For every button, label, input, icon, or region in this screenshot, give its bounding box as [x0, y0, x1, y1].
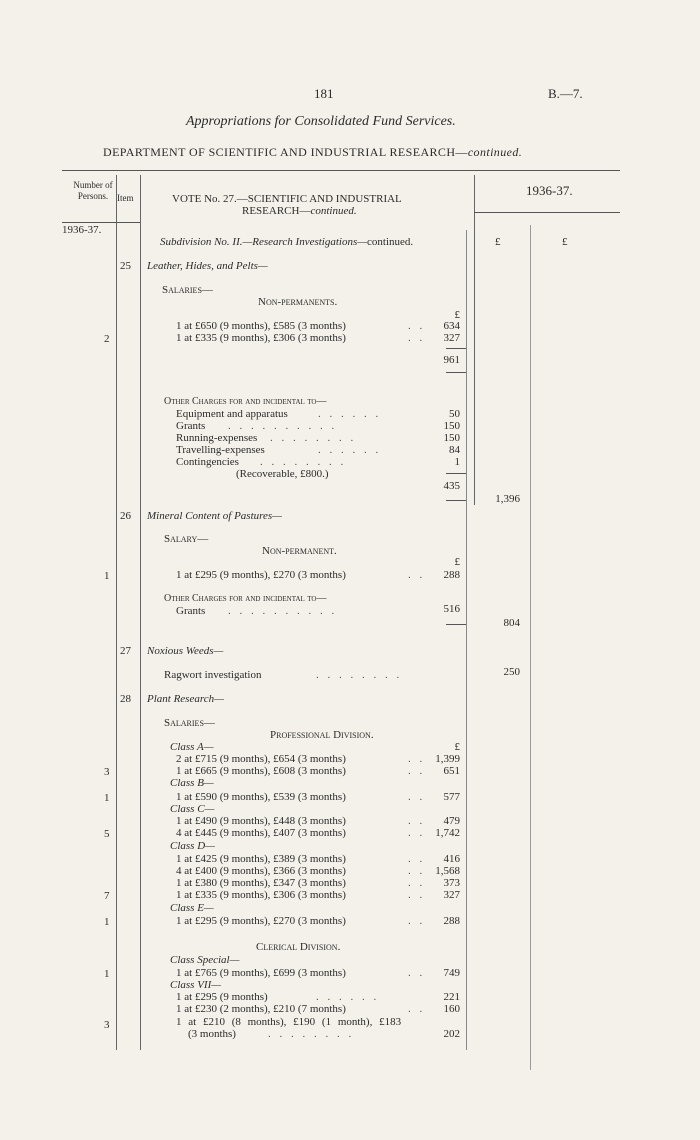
- leader-dots: . .: [408, 320, 426, 332]
- item-total-25: 1,396: [495, 493, 520, 505]
- charge-row: Travelling-expenses: [176, 444, 265, 456]
- other-charges-label: Other Charges for and incidental to—: [164, 396, 327, 407]
- charge-row: Contingencies: [176, 456, 239, 468]
- pound-sign: £: [454, 309, 460, 321]
- charge-row: Running-expenses: [176, 432, 258, 444]
- subdivision-continued: continued.: [367, 236, 414, 248]
- salary-row: 1 at £765 (9 months), £699 (3 months): [176, 967, 346, 979]
- document-code: B.—7.: [548, 86, 583, 101]
- class-c-label: Class C—: [170, 803, 215, 815]
- leader-dots: . .: [408, 827, 426, 839]
- salary-row: 1 at £295 (9 months), £270 (3 months): [176, 569, 346, 581]
- amount: 1,568: [435, 865, 460, 877]
- leader-dots: . . . . . . . .: [260, 456, 347, 468]
- amount: 50: [449, 408, 460, 420]
- vote-title-research: RESEARCH—: [242, 205, 311, 217]
- persons-count: 2: [104, 333, 110, 345]
- item-number-28: 28: [120, 693, 131, 705]
- amount: 288: [443, 915, 460, 927]
- class-special-label: Class Special—: [170, 954, 240, 966]
- leader-dots: . .: [408, 1003, 426, 1015]
- item-title-leather: Leather, Hides, and Pelts—: [147, 260, 268, 272]
- leader-dots: . . . . . . . . . .: [228, 420, 338, 432]
- salary-row: 4 at £445 (9 months), £407 (3 months): [176, 827, 346, 839]
- vote-title: VOTE No. 27.—SCIENTIFIC AND INDUSTRIAL: [172, 193, 402, 205]
- ragwort-row: Ragwort investigation: [164, 669, 262, 681]
- department-continued: continued.: [467, 145, 523, 159]
- persons-count: 1: [104, 792, 110, 804]
- class-vii-label: Class VII—: [170, 979, 222, 991]
- leader-dots: . .: [408, 877, 426, 889]
- class-e-label: Class E—: [170, 902, 214, 914]
- pound-col-2: £: [562, 236, 568, 248]
- amount: 160: [443, 1003, 460, 1015]
- salary-label: Salary—: [164, 533, 209, 545]
- table-top-rule: [62, 170, 620, 171]
- amount: 373: [443, 877, 460, 889]
- salary-row: 1 at £335 (9 months), £306 (3 months): [176, 889, 346, 901]
- amount: 1: [454, 456, 460, 468]
- item-number-26: 26: [120, 510, 131, 522]
- col-rule-persons: [116, 175, 117, 1050]
- charge-row: Grants: [176, 605, 206, 617]
- non-permanents-label: Non-permanents.: [258, 296, 338, 308]
- leader-dots: . .: [408, 815, 426, 827]
- recoverable-note: (Recoverable, £800.): [236, 468, 329, 480]
- persons-count: 7: [104, 890, 110, 902]
- amount: 221: [443, 991, 460, 1003]
- class-d-label: Class D—: [170, 840, 215, 852]
- item-total-26: 804: [503, 617, 520, 629]
- subdivision-label: Subdivision No. II.—Research Investigations—: [160, 236, 368, 248]
- leader-dots: . .: [408, 915, 426, 927]
- charges-total: 435: [443, 480, 460, 492]
- col-rule-item: [140, 175, 141, 1050]
- salaries-label: Salaries—: [164, 717, 215, 729]
- year-header: 1936-37.: [526, 183, 573, 198]
- salary-row: 1 at £295 (9 months), £270 (3 months): [176, 915, 346, 927]
- persons-count: 3: [104, 766, 110, 778]
- leader-dots: . . . . . .: [318, 444, 382, 456]
- leader-dots: . .: [408, 889, 426, 901]
- salary-row: 1 at £230 (2 months), £210 (7 months): [176, 1003, 346, 1015]
- department-heading: [103, 145, 522, 160]
- subtotal-rule: [446, 348, 466, 349]
- persons-header-rule: [62, 222, 140, 223]
- leader-dots: . .: [408, 853, 426, 865]
- vote-title-continued: continued.: [310, 205, 357, 217]
- amount: 577: [443, 791, 460, 803]
- persons-count: 1: [104, 916, 110, 928]
- persons-count: 3: [104, 1019, 110, 1031]
- year-header-rule: [474, 212, 620, 213]
- salary-row: 1 at £335 (9 months), £306 (3 months): [176, 332, 346, 344]
- department-name: DEPARTMENT OF SCIENTIFIC AND INDUSTRIAL RESEARCH—: [103, 145, 468, 159]
- item-total-27: 250: [503, 666, 520, 678]
- clerical-division-label: Clerical Division.: [256, 941, 341, 953]
- leader-dots: . .: [408, 765, 426, 777]
- amount: 150: [443, 432, 460, 444]
- charges-rule: [446, 624, 466, 625]
- charge-row: Equipment and apparatus: [176, 408, 288, 420]
- amount: 327: [443, 889, 460, 901]
- persons-count: 1: [104, 570, 110, 582]
- salary-row: 2 at £715 (9 months), £654 (3 months): [176, 753, 346, 765]
- salary-row: 1 at £210 (8 months), £190 (1 month), £183: [176, 1016, 402, 1028]
- amount: 634: [443, 320, 460, 332]
- col-header-persons: Number of Persons.: [73, 180, 113, 201]
- professional-division-label: Professional Division.: [270, 729, 374, 741]
- amount: 749: [443, 967, 460, 979]
- salaries-label: Salaries—: [162, 284, 213, 296]
- leader-dots: . .: [408, 753, 426, 765]
- amount: 84: [449, 444, 460, 456]
- vote-title-line2: [242, 205, 357, 217]
- amount: 202: [443, 1028, 460, 1040]
- leader-dots: . .: [408, 791, 426, 803]
- leader-dots: . . . . . .: [318, 408, 382, 420]
- salary-row: 1 at £295 (9 months): [176, 991, 268, 1003]
- item-number-27: 27: [120, 645, 131, 657]
- amount: 479: [443, 815, 460, 827]
- leader-dots: . . . . . . . .: [268, 1028, 355, 1040]
- col-rule-right: [530, 225, 531, 1070]
- class-b-label: Class B—: [170, 777, 214, 789]
- page-title: Appropriations for Consolidated Fund Services.: [186, 114, 456, 129]
- charges-rule: [446, 473, 466, 474]
- pound-sign: £: [454, 741, 460, 753]
- amount: 150: [443, 420, 460, 432]
- other-charges-label: Other Charges for and incidental to—: [164, 593, 327, 604]
- class-a-label: Class A—: [170, 741, 214, 753]
- col-rule-year: [474, 175, 475, 505]
- item-title-plant: Plant Research—: [147, 693, 224, 705]
- amount: 327: [443, 332, 460, 344]
- amount: 1,742: [435, 827, 460, 839]
- subdivision-heading: [160, 236, 413, 248]
- item-title-noxious: Noxious Weeds—: [147, 645, 224, 657]
- salary-row: 1 at £590 (9 months), £539 (3 months): [176, 791, 346, 803]
- salary-row: 1 at £425 (9 months), £389 (3 months): [176, 853, 346, 865]
- item-number-25: 25: [120, 260, 131, 272]
- subtotal-rule-bottom: [446, 372, 466, 373]
- leader-dots: . . . . . .: [316, 991, 380, 1003]
- pound-col-1: £: [495, 236, 501, 248]
- col-header-item: Item: [117, 193, 134, 203]
- salary-row: 4 at £400 (9 months), £366 (3 months): [176, 865, 346, 877]
- amount: 416: [443, 853, 460, 865]
- amount-col-rule: [466, 230, 467, 1050]
- salary-row: 1 at £490 (9 months), £448 (3 months): [176, 815, 346, 827]
- salary-row: 1 at £650 (9 months), £585 (3 months): [176, 320, 346, 332]
- persons-year: 1936-37.: [62, 224, 102, 236]
- leader-dots: . . . . . . . .: [270, 432, 357, 444]
- amount: 651: [443, 765, 460, 777]
- page-number: 181: [314, 86, 334, 101]
- leader-dots: . .: [408, 332, 426, 344]
- item-title-mineral: Mineral Content of Pastures—: [147, 510, 282, 522]
- salary-row-continued: (3 months): [188, 1028, 236, 1040]
- subtotal: 961: [443, 354, 460, 366]
- salary-row: 1 at £665 (9 months), £608 (3 months): [176, 765, 346, 777]
- persons-count: 1: [104, 968, 110, 980]
- leader-dots: . .: [408, 865, 426, 877]
- leader-dots: . .: [408, 967, 426, 979]
- amount: 516: [443, 603, 460, 615]
- pound-sign: £: [454, 556, 460, 568]
- charge-row: Grants: [176, 420, 206, 432]
- leader-dots: . .: [408, 569, 426, 581]
- salary-row: 1 at £380 (9 months), £347 (3 months): [176, 877, 346, 889]
- persons-count: 5: [104, 828, 110, 840]
- non-permanent-label: Non-permanent.: [262, 545, 337, 557]
- leader-dots: . . . . . . . . . .: [228, 605, 338, 617]
- amount: 1,399: [435, 753, 460, 765]
- amount: 288: [443, 569, 460, 581]
- charges-rule-bottom: [446, 500, 466, 501]
- leader-dots: . . . . . . . .: [316, 669, 403, 681]
